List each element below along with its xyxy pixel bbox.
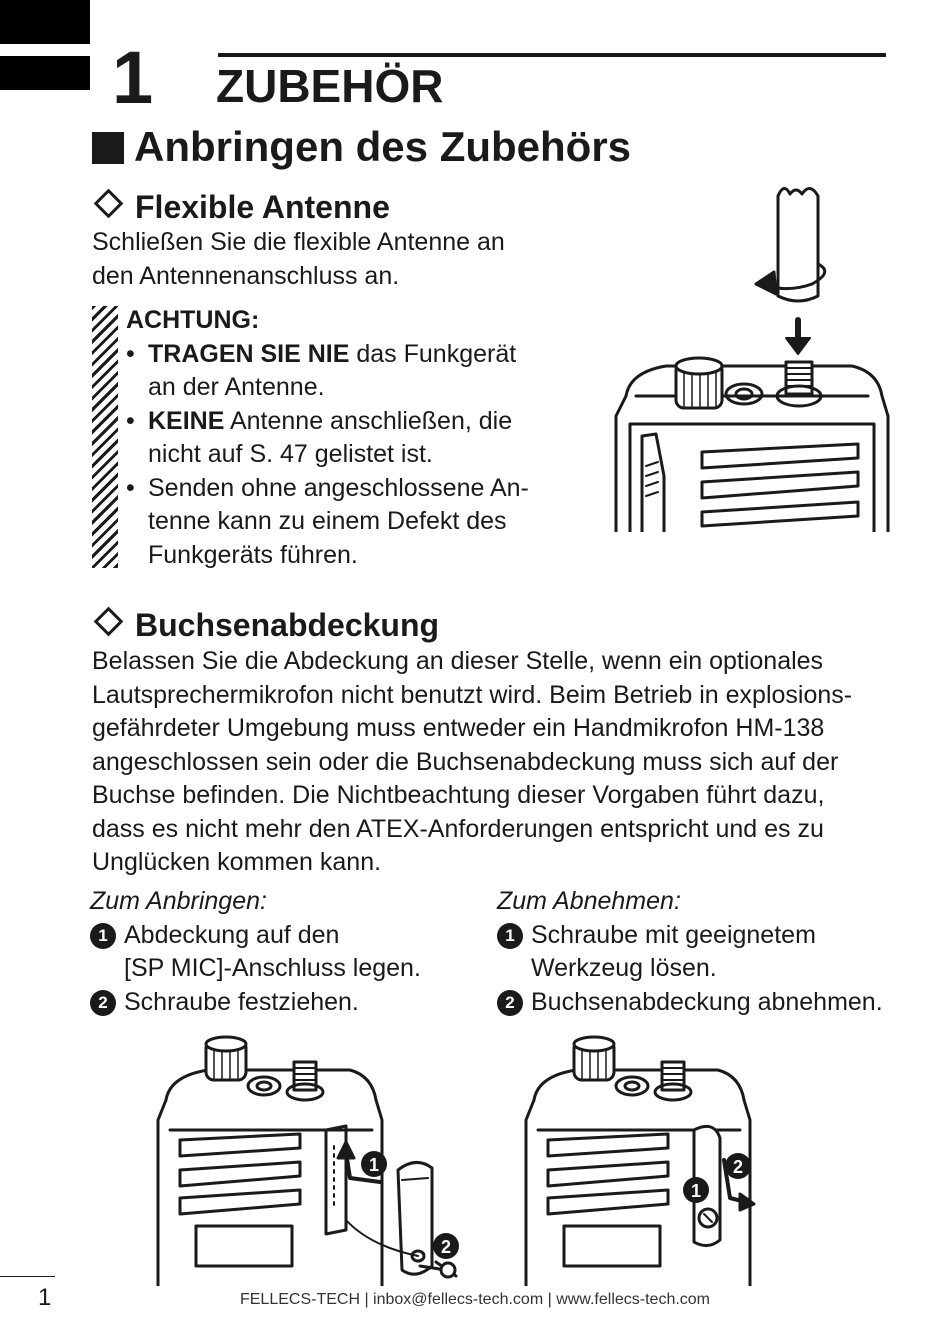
footer-rule	[0, 1276, 55, 1277]
text-line: Lautsprechermikrofon nicht benutzt wird. Beim Betrieb in explosions-	[92, 680, 853, 709]
callout-number: 1	[690, 1181, 702, 1201]
caution-text: Funkgeräts führen.	[148, 540, 358, 569]
antenna-text	[92, 226, 572, 293]
diamond-icon	[94, 189, 124, 219]
text-line: den Antennenanschluss an.	[92, 261, 400, 290]
antenna-heading	[92, 188, 390, 226]
caution-emphasis: TRAGEN SIE NIE	[148, 339, 350, 368]
attach-instructions	[90, 885, 490, 1019]
antenna-attach-illustration	[606, 176, 896, 532]
text-line: Schließen Sie die flexible Antenne an	[92, 228, 505, 256]
caution-text: nicht auf S. 47 gelistet ist.	[148, 440, 433, 468]
attach-step-2	[90, 986, 490, 1020]
diamond-icon	[94, 607, 124, 637]
step-text: Buchsenabdeckung abnehmen.	[531, 987, 883, 1016]
caution-text: • Senden ohne angeschlossene An-	[148, 473, 529, 502]
chapter-tab-block	[0, 56, 90, 90]
callout-number: 2	[440, 1237, 452, 1257]
caution-item	[126, 472, 566, 573]
caution-item	[126, 338, 566, 405]
callout-number: 2	[732, 1157, 744, 1177]
step-number-icon: 1	[497, 923, 523, 949]
jack-cover-heading	[92, 606, 439, 644]
section-title-text: Anbringen des Zubehörs	[134, 123, 632, 170]
caution-emphasis: KEINE	[148, 406, 225, 435]
chapter-rule	[218, 53, 886, 57]
step-text: Schraube festziehen.	[124, 987, 359, 1016]
chapter-tab-block	[0, 0, 90, 44]
section-title	[92, 122, 631, 172]
caution-text: das Funkgerät	[349, 339, 517, 368]
attach-step-1	[90, 919, 490, 986]
remove-step-1	[497, 919, 917, 986]
text-line: Belassen Sie die Abdeckung an dieser Stelle, wenn ein optionales	[92, 647, 824, 675]
text-line: dass es nicht mehr den ATEX-Anforderungen entspricht und es zu	[92, 814, 824, 843]
step-text: Werkzeug lösen.	[531, 954, 717, 982]
step-number-icon: 1	[90, 923, 116, 949]
text-line: angeschlossen sein oder die Buchsenabdeckung muss sich auf der	[92, 747, 839, 776]
remove-step-2	[497, 986, 917, 1020]
caution-text: tenne kann zu einem Defekt des	[148, 507, 507, 535]
square-bullet-icon	[92, 132, 124, 164]
antenna-heading-text: Flexible Antenne	[135, 189, 390, 225]
chapter-title: ZUBEHÖR	[216, 60, 444, 112]
step-text: [SP MIC]-Anschluss legen.	[124, 954, 421, 982]
step-text: Abdeckung auf den	[124, 920, 340, 949]
jack-cover-remove-illustration	[518, 1030, 788, 1286]
jack-cover-attach-illustration	[150, 1030, 470, 1286]
caution-item	[126, 405, 566, 472]
step-text: Schraube mit geeignetem	[531, 920, 816, 949]
caution-hatch-bar	[92, 306, 118, 568]
callout-number: 1	[368, 1155, 380, 1175]
jack-cover-paragraph	[92, 645, 892, 880]
footer-text: FELLECS-TECH | inbox@fellecs-tech.com | www.fellecs-tech.com	[239, 1291, 711, 1308]
remove-heading: Zum Abnehmen:	[497, 887, 681, 915]
remove-instructions	[497, 885, 917, 1019]
step-number-icon: 2	[497, 990, 523, 1016]
chapter-number: 1	[112, 36, 154, 119]
attach-heading: Zum Anbringen:	[90, 887, 267, 915]
jack-cover-heading-text: Buchsenabdeckung	[135, 607, 440, 643]
text-line: Buchse befinden. Die Nichtbeachtung dieser Vorgaben führt dazu,	[92, 781, 825, 809]
caution-heading: ACHTUNG:	[126, 306, 260, 334]
caution-text: Antenne anschließen, die	[224, 406, 513, 435]
page-number: 1	[38, 1284, 52, 1311]
text-line: Unglücken kommen kann.	[92, 848, 382, 876]
caution-text: an der Antenne.	[148, 373, 325, 401]
text-line: gefährdeter Umgebung muss entweder ein Handmikrofon HM-138	[92, 714, 825, 742]
step-number-icon: 2	[90, 990, 116, 1016]
